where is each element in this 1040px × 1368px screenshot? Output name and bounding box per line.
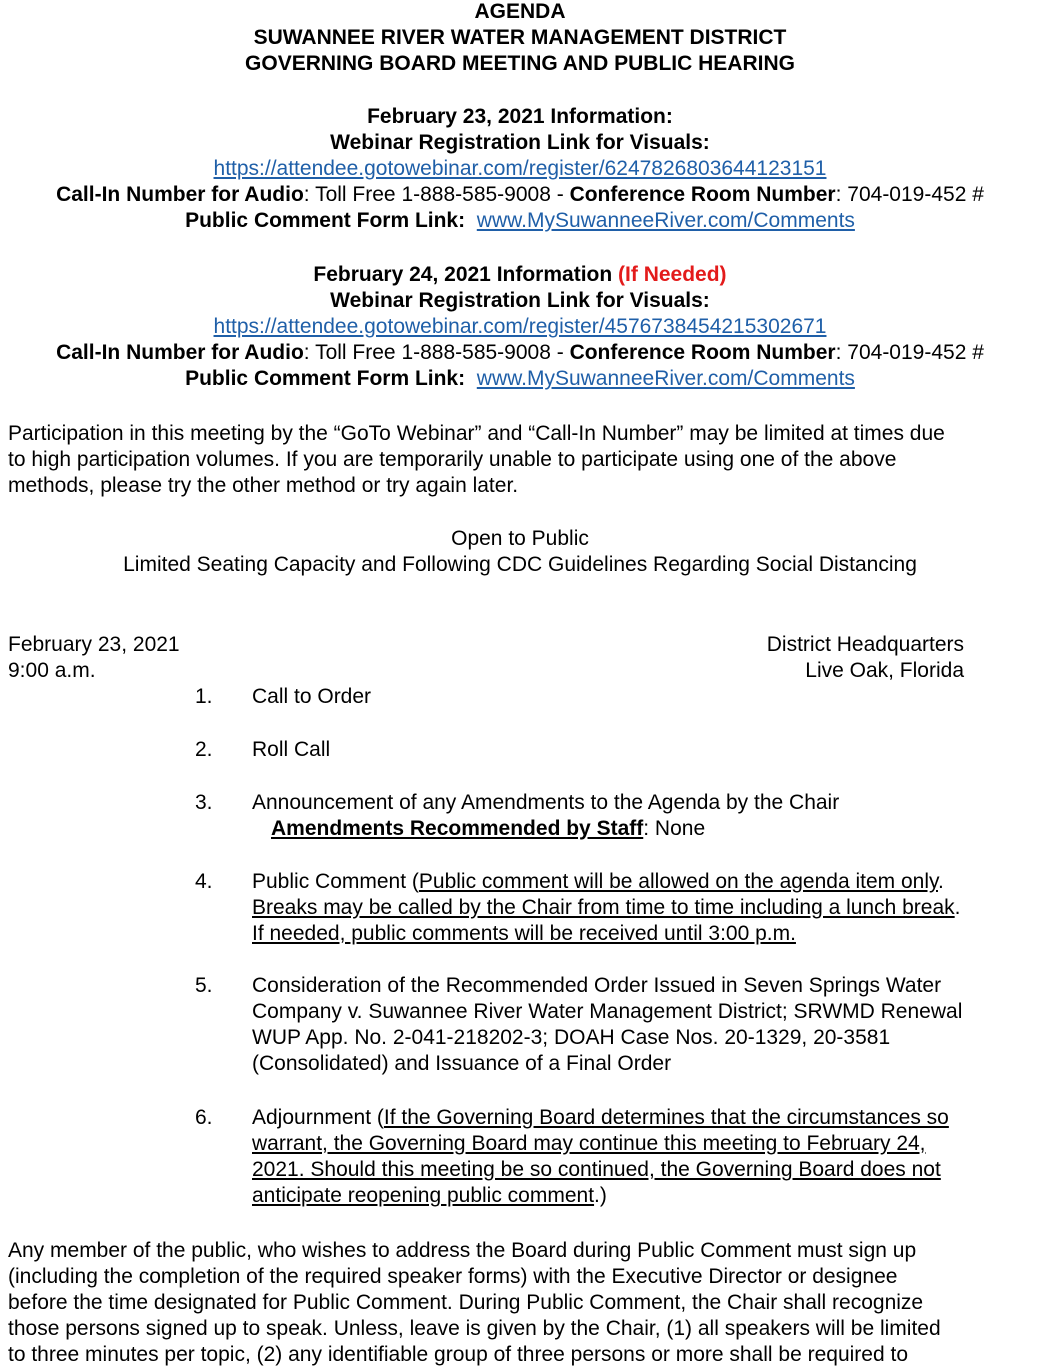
day1-callin-number: : Toll Free 1-888-585-9008 - <box>303 183 570 206</box>
item-body <box>252 973 1037 1077</box>
header-agenda: AGENDA <box>474 0 566 23</box>
amendments-value: : None <box>643 817 706 840</box>
day1-comment-label: Public Comment Form Link: <box>185 209 466 232</box>
participation-line: methods, please try the other method or try again later. <box>8 474 519 497</box>
location-city: Live Oak, Florida <box>805 659 964 682</box>
item-line: (Consolidated) and Issuance of a Final Order <box>252 1052 672 1075</box>
day2-callin-line <box>0 340 1040 366</box>
item-body <box>252 790 1037 842</box>
day1-webinar-label: Webinar Registration Link for Visuals: <box>330 131 710 154</box>
item-line <box>252 1183 1037 1209</box>
day2-webinar-label: Webinar Registration Link for Visuals: <box>330 289 710 312</box>
agenda-header <box>0 0 1040 77</box>
amendments-label: Amendments Recommended by Staff <box>271 817 644 840</box>
item-punct: . <box>954 896 961 919</box>
day2-callin-label: Call-In Number for Audio <box>56 341 304 364</box>
item-underlined: Breaks may be called by the Chair from time to time including a lunch break <box>252 896 955 919</box>
day2-comment-line <box>0 366 1040 392</box>
item-text: Roll Call <box>252 738 331 761</box>
day1-callin-label: Call-In Number for Audio <box>56 183 304 206</box>
item-number: 3. <box>195 791 213 814</box>
item-suffix: .) <box>594 1184 607 1207</box>
item-number: 1. <box>195 685 213 708</box>
item-line <box>252 921 1037 947</box>
item-prefix: Public Comment ( <box>252 870 419 893</box>
day2-webinar-link[interactable]: https://attendee.gotowebinar.com/register/4576738454215302671 <box>213 315 827 338</box>
day1-info <box>0 104 1040 234</box>
day2-comment-label: Public Comment Form Link: <box>185 367 466 390</box>
day2-info <box>0 262 1040 392</box>
item-line: WUP App. No. 2-041-218202-3; DOAH Case Nos. 20-1329, 20-3581 <box>252 1026 891 1049</box>
item-underlined: warrant, the Governing Board may continue this meeting to February 24, <box>252 1132 926 1155</box>
item-prefix: Adjournment ( <box>252 1106 384 1129</box>
item-line <box>252 1131 1037 1157</box>
meeting-location <box>700 632 964 684</box>
day2-room-label: Conference Room Number <box>569 341 836 364</box>
item-number: 4. <box>195 870 213 893</box>
item-underlined: If needed, public comments will be received until 3:00 p.m. <box>252 922 796 945</box>
item-punct: . <box>937 870 944 893</box>
item-number: 5. <box>195 974 213 997</box>
item-body <box>252 869 1037 947</box>
closing-line: (including the completion of the required speaker forms) with the Executive Director or designee <box>8 1265 898 1288</box>
item-underlined: If the Governing Board determines that the circumstances so <box>383 1106 949 1129</box>
item-number: 6. <box>195 1106 213 1129</box>
closing-line: those persons signed up to speak. Unless, leave is given by the Chair, (1) all speakers will be limited <box>8 1317 941 1340</box>
meeting-time: 9:00 a.m. <box>8 659 96 682</box>
participation-line: to high participation volumes. If you are temporarily unable to participate using one of the above <box>8 448 897 471</box>
day1-comment-line <box>0 208 1040 234</box>
item-line <box>252 895 1037 921</box>
meeting-date: February 23, 2021 <box>8 633 180 656</box>
closing-line: before the time designated for Public Comment. During Public Comment, the Chair shall recognize <box>8 1291 924 1314</box>
header-district: SUWANNEE RIVER WATER MANAGEMENT DISTRICT <box>253 26 787 49</box>
item-text: Call to Order <box>252 685 372 708</box>
day1-room-label: Conference Room Number <box>569 183 836 206</box>
public-notice <box>0 526 1040 578</box>
item-underlined: 2021. Should this meeting be so continued, the Governing Board does not <box>252 1158 941 1181</box>
day2-title: February 24, 2021 Information <box>313 263 613 286</box>
item-underlined: anticipate reopening public comment <box>252 1184 595 1207</box>
day1-comment-link[interactable]: www.MySuwanneeRiver.com/Comments <box>476 209 855 232</box>
day1-title: February 23, 2021 Information: <box>367 105 673 128</box>
day2-callin-number: : Toll Free 1-888-585-9008 - <box>303 341 570 364</box>
closing-line: to three minutes per topic, (2) any identifiable group of three persons or more shall be required to <box>8 1343 908 1366</box>
item-line <box>252 1157 1037 1183</box>
participation-note <box>8 421 1038 499</box>
item-line: Consideration of the Recommended Order Issued in Seven Springs Water <box>252 974 942 997</box>
day1-room-number: : 704-019-452 # <box>835 183 984 206</box>
day2-comment-link[interactable]: www.MySuwanneeRiver.com/Comments <box>476 367 855 390</box>
location-name: District Headquarters <box>766 633 964 656</box>
item-number: 2. <box>195 738 213 761</box>
day1-webinar-link[interactable]: https://attendee.gotowebinar.com/register/6247826803644123151 <box>213 157 827 180</box>
day2-room-number: : 704-019-452 # <box>835 341 984 364</box>
open-to-public: Open to Public <box>451 527 589 550</box>
item-underlined: Public comment will be allowed on the agenda item only <box>418 870 938 893</box>
seating-capacity: Limited Seating Capacity and Following CDC Guidelines Regarding Social Distancing <box>123 553 917 576</box>
day1-callin-line <box>0 182 1040 208</box>
day2-title-line <box>0 262 1040 288</box>
closing-line: Any member of the public, who wishes to address the Board during Public Comment must sign up <box>8 1239 917 1262</box>
meeting-datetime <box>8 632 180 684</box>
item-line <box>252 869 1037 895</box>
closing-paragraph <box>8 1238 1038 1368</box>
item-sub <box>252 816 1037 842</box>
day2-if-needed: (If Needed) <box>618 263 727 286</box>
item-line: Company v. Suwannee River Water Management District; SRWMD Renewal <box>252 1000 963 1023</box>
item-text: Announcement of any Amendments to the Agenda by the Chair <box>252 791 840 814</box>
participation-line: Participation in this meeting by the “GoTo Webinar” and “Call-In Number” may be limited at times due <box>8 422 945 445</box>
item-line <box>252 1105 1037 1131</box>
item-body <box>252 1105 1037 1209</box>
header-meeting: GOVERNING BOARD MEETING AND PUBLIC HEARING <box>245 52 795 75</box>
